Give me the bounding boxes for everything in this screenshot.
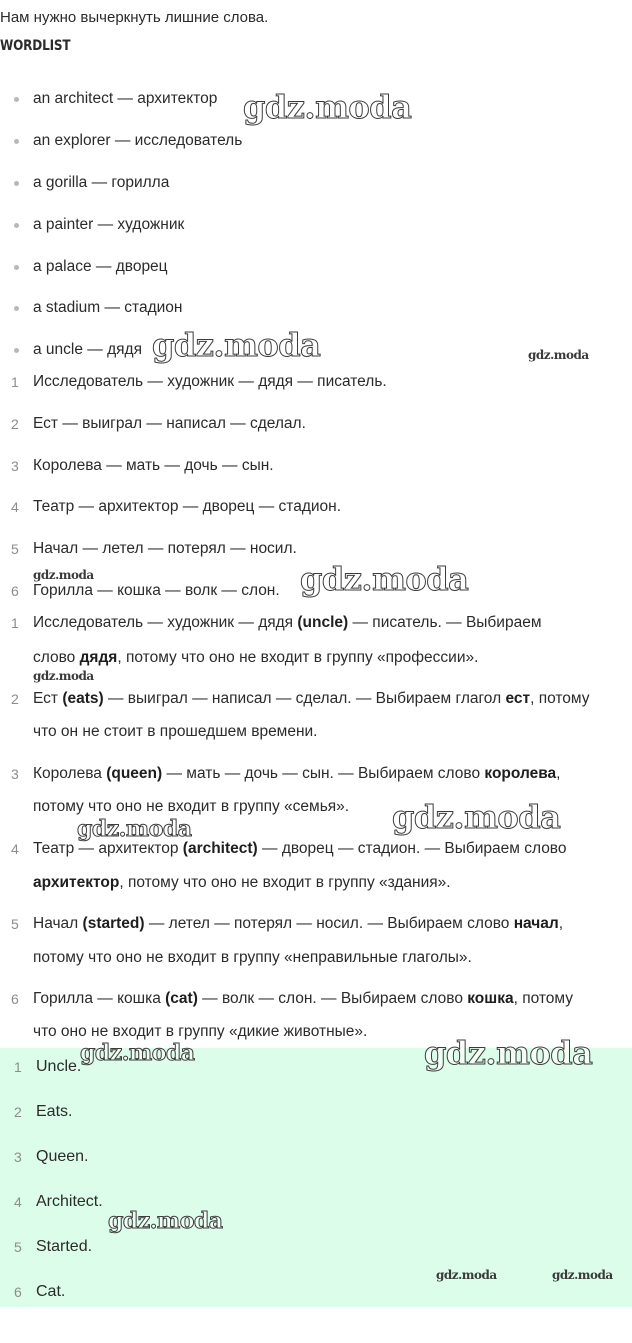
item-number: 2 bbox=[14, 1104, 22, 1120]
item-number: 2 bbox=[11, 691, 19, 707]
item-number: 4 bbox=[11, 841, 19, 857]
item-number: 4 bbox=[11, 499, 19, 515]
item-number: 1 bbox=[11, 374, 19, 390]
item-number: 1 bbox=[14, 1059, 22, 1075]
watermark: gdz.moda bbox=[108, 1208, 223, 1234]
answer-block: 1 Uncle. 2 Eats. 3 Queen. 4 Architect. 5 Started. 6 Cat. bbox=[0, 1048, 632, 1307]
watermark: gdz.moda bbox=[552, 1268, 613, 1282]
watermark: gdz.moda bbox=[243, 88, 412, 126]
item-number: 5 bbox=[11, 916, 19, 932]
bullet-icon bbox=[14, 97, 19, 102]
bullet-icon bbox=[14, 181, 19, 186]
watermark: gdz.moda bbox=[436, 1268, 497, 1282]
item-number: 2 bbox=[11, 416, 19, 432]
watermark: gdz.moda bbox=[33, 669, 94, 683]
item-number: 3 bbox=[11, 766, 19, 782]
item-number: 5 bbox=[14, 1239, 22, 1255]
item-number: 5 bbox=[11, 541, 19, 557]
watermark: gdz.moda bbox=[152, 326, 321, 364]
watermark: gdz.moda bbox=[77, 816, 192, 842]
item-number: 3 bbox=[11, 458, 19, 474]
watermark: gdz.moda bbox=[392, 798, 561, 836]
item-number: 6 bbox=[11, 583, 19, 599]
wordlist-heading: WORDLIST bbox=[0, 38, 71, 54]
watermark: gdz.moda bbox=[33, 568, 94, 582]
item-number: 1 bbox=[11, 615, 19, 631]
item-number: 6 bbox=[14, 1284, 22, 1300]
watermark: gdz.moda bbox=[300, 560, 469, 598]
bullet-icon bbox=[14, 265, 19, 270]
watermark: gdz.moda bbox=[80, 1040, 195, 1066]
item-number: 3 bbox=[14, 1149, 22, 1165]
intro-text: Нам нужно вычеркнуть лишние слова. bbox=[0, 9, 269, 26]
item-number: 6 bbox=[11, 991, 19, 1007]
watermark: gdz.moda bbox=[424, 1034, 593, 1072]
bullet-icon bbox=[14, 348, 19, 353]
item-number: 4 bbox=[14, 1194, 22, 1210]
bullet-icon bbox=[14, 139, 19, 144]
bullet-icon bbox=[14, 223, 19, 228]
bullet-icon bbox=[14, 306, 19, 311]
watermark: gdz.moda bbox=[528, 348, 589, 362]
